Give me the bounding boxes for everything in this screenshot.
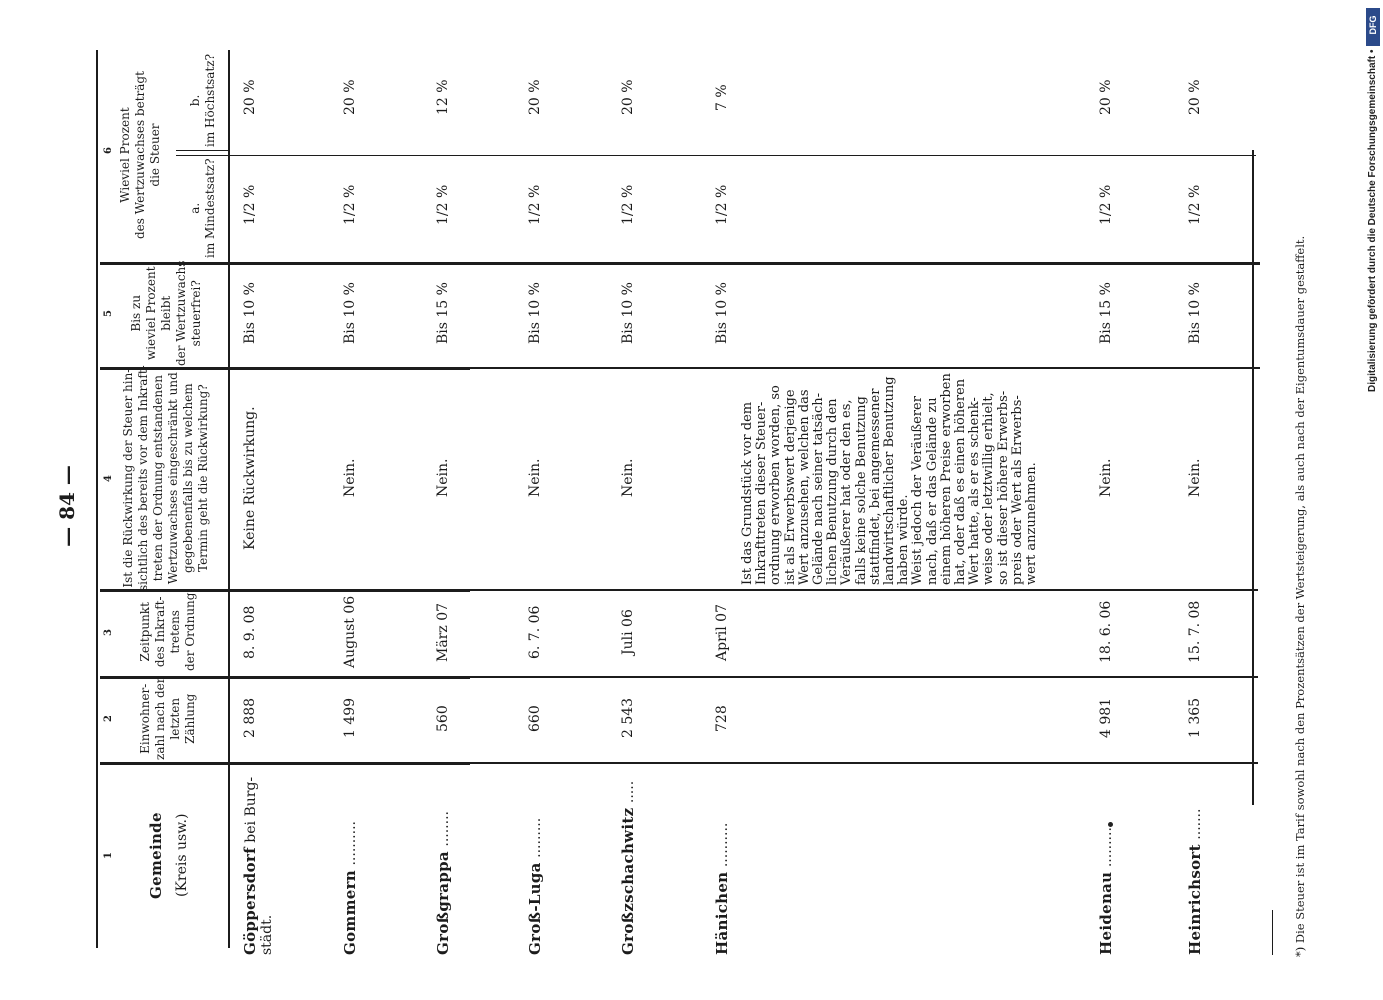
row-date: 15. 7. 08	[1187, 600, 1203, 663]
row-exempt: Bis 10 %	[714, 282, 730, 344]
header-bottom-rule	[228, 50, 230, 948]
haenichen-retro-text-line: weise oder letztwillig erhielt,	[981, 392, 997, 585]
row-name	[241, 777, 259, 955]
row-date: April 07	[714, 603, 730, 661]
haenichen-retro-text-line: Ist das Grundstück vor dem	[740, 401, 755, 585]
haenichen-retro-text-line: haben würde.	[896, 494, 912, 585]
haenichen-retro-text-line: landwirtschaftlicher Benutzung	[882, 376, 898, 585]
col4-header-line: Wertzuwachses eingeschränkt und	[166, 372, 180, 585]
col6a-header	[188, 158, 218, 258]
row-retro: Nein.	[1098, 458, 1114, 497]
haenichen-retro-text-line: preis oder Wert als Erwerbs-	[1009, 395, 1025, 585]
row-max: 12 %	[435, 79, 451, 115]
row-name-bold: Gommern	[341, 869, 359, 955]
row-max: 20 %	[620, 79, 636, 115]
row-name	[619, 781, 637, 955]
haenichen-retro-text-line: wert anzunehmen.	[1024, 462, 1040, 585]
row-min: 1/2 %	[435, 184, 451, 225]
haenichen-retro-text-line: einem höheren Preise erworben	[938, 373, 954, 585]
row-name-line2: städt.	[259, 914, 275, 955]
column-number: 2	[102, 714, 114, 722]
row-date: August 06	[342, 595, 358, 668]
haenichen-retro-text-line: Gelände nach seiner tatsäch-	[811, 392, 827, 585]
row-population: 1 499	[342, 697, 358, 738]
row-exempt: Bis 10 %	[242, 282, 258, 344]
row-population: 4 981	[1098, 697, 1114, 738]
col5-header	[129, 260, 204, 365]
column-number: 5	[102, 309, 114, 317]
row-retro: Nein.	[1187, 458, 1203, 497]
col-sep-3-4c	[1060, 589, 1258, 591]
row-exempt: Bis 10 %	[342, 282, 358, 344]
col6-header-title-line: Wieviel Prozent	[117, 107, 132, 203]
row-date: 8. 9. 08	[242, 605, 258, 659]
col2-header-line: Einwohner-	[138, 683, 152, 754]
col5-header-line: bleibt	[158, 295, 173, 331]
col6-title-rule	[176, 150, 228, 151]
row-name-bold: Groß-Luga	[526, 862, 544, 955]
col-sep-1-2c	[1060, 762, 1258, 764]
col4-header-line: Ist die Rückwirkung der Steuer hin-	[121, 368, 135, 588]
haenichen-retro-text-line: Inkrafttreten dieser Steuer-	[754, 401, 770, 585]
row-population: 2 543	[620, 697, 636, 738]
haenichen-retro-text-line: Veräußerer hat oder den es,	[839, 399, 855, 585]
row-population: 560	[435, 704, 451, 732]
row-exempt: Bis 10 %	[527, 282, 543, 344]
footnote: *) Die Steuer ist im Tarif sowohl nach den Prozentsätzen der Wertsteigerung, als auch nach der Eigentumsdauer gestaffelt.	[1293, 235, 1307, 957]
haenichen-retro-text-line: lichen Benutzung durch den	[825, 398, 841, 585]
col2-header	[138, 677, 198, 760]
haenichen-retro-text-line: ist als Erwerbswert derjenige	[782, 389, 798, 585]
col4-header-line: Termin geht die Rückwirkung?	[196, 384, 210, 572]
footnote-rule	[1272, 910, 1273, 955]
row-min: 1/2 %	[1187, 184, 1203, 225]
row-exempt: Bis 10 %	[620, 282, 636, 344]
col5-header-line: der Wertzuwachs	[173, 260, 188, 366]
dfg-logo	[1366, 8, 1380, 46]
row-max: 7 %	[714, 83, 730, 111]
row-min: 1/2 %	[714, 184, 730, 225]
haenichen-retro-text-line: Weist jedoch der Veräußerer	[910, 396, 926, 585]
page-number-text: — 84 —	[55, 465, 79, 547]
row-date: Juli 06	[620, 609, 636, 655]
dfg-logo-text: DFG	[1368, 15, 1378, 35]
haenichen-retro-text-line: falls keine solche Benutzung	[853, 396, 869, 585]
row-population: 1 365	[1187, 697, 1203, 738]
col3-header	[138, 593, 198, 671]
row-name-rest: .......	[1188, 808, 1204, 845]
col-sep-2-3b	[470, 676, 1060, 678]
col3-header-line: des Inkraft-	[153, 596, 167, 668]
col4-header	[121, 365, 211, 591]
col5-header-line: steuerfrei?	[188, 279, 203, 346]
col6-header-title-line: des Wertzuwachses beträgt	[132, 71, 147, 239]
col1-header-sub: (Kreis usw.)	[174, 813, 190, 897]
haenichen-retro-text-line: so ist dieser höhere Erwerbs-	[995, 390, 1011, 585]
row-date: 18. 6. 06	[1098, 600, 1114, 663]
col6b-header-line: im Höchstsatz?	[203, 53, 217, 147]
row-date: März 07	[435, 602, 451, 662]
col2-header-line: letzten	[168, 697, 182, 740]
row-min: 1/2 %	[1098, 184, 1114, 225]
col-sep-1-2b	[470, 762, 1060, 764]
haenichen-retro-text-line: ordnung erworben worden, so	[768, 385, 784, 585]
col6-header-title	[118, 71, 163, 239]
col6-ab-split	[176, 155, 1256, 156]
digitisation-credit: Digitalisierung gefördert durch die Deutsche Forschungsgemeinschaft •	[1366, 49, 1378, 392]
row-name	[1186, 809, 1204, 955]
col-sep-4-5b	[470, 367, 1260, 369]
row-name-rest: bei Burg-	[243, 776, 259, 848]
row-name-rest: ..........	[715, 822, 731, 872]
col6b-header-line: b.	[188, 94, 202, 106]
row-name-bold: Großzschachwitz	[619, 807, 637, 955]
row-name-bold: Heidenau	[1097, 871, 1115, 955]
haenichen-retro-text-line: Wert anzusehen, welchen das	[796, 389, 812, 585]
col3-header-line: tretens	[168, 610, 182, 654]
haenichen-retro-text	[741, 373, 1039, 585]
col2-header-line: Zählung	[183, 693, 197, 744]
row-max: 20 %	[242, 79, 258, 115]
row-name-bold: Heinrichsort	[1186, 844, 1204, 955]
row-min: 1/2 %	[620, 184, 636, 225]
col3-header-line: Zeitpunkt	[138, 602, 152, 662]
column-number: 6	[102, 146, 114, 154]
col-sep-2-3c	[1060, 676, 1258, 678]
row-max: 20 %	[1098, 79, 1114, 115]
row-exempt: Bis 15 %	[1098, 282, 1114, 344]
row-exempt: Bis 10 %	[1187, 282, 1203, 344]
row-min: 1/2 %	[242, 184, 258, 225]
haenichen-retro-text-line: stattfindet, bei angemessener	[867, 388, 883, 585]
ink-dot	[1108, 822, 1113, 827]
row-name	[1097, 827, 1115, 955]
col-sep-5-6	[100, 262, 1260, 265]
table-left-border	[96, 50, 98, 948]
row-retro: Nein.	[620, 458, 636, 497]
col6-header-title-line: die Steuer	[147, 123, 162, 187]
row-date: 6. 7. 06	[527, 605, 543, 659]
row-exempt: Bis 15 %	[435, 282, 451, 344]
col4-header-line: sichtlich des bereits vor dem Inkraft-	[136, 365, 150, 591]
col4-header-line: gegebenenfalls bis zu welchem	[181, 383, 195, 573]
col3-header-line: der Ordnung	[183, 592, 197, 671]
row-population: 728	[714, 704, 730, 732]
column-number: 4	[102, 474, 114, 482]
row-name-bold: Hänichen	[713, 871, 731, 955]
row-min: 1/2 %	[527, 184, 543, 225]
row-max: 20 %	[342, 79, 358, 115]
row-name	[526, 818, 544, 955]
row-name-rest: .....	[621, 780, 637, 808]
row-population: 2 888	[242, 697, 258, 738]
row-name	[341, 821, 359, 955]
col5-header-line: wieviel Prozent	[143, 265, 158, 360]
row-name	[713, 823, 731, 955]
row-name-rest: .........	[528, 817, 544, 863]
row-min: 1/2 %	[342, 184, 358, 225]
col6b-header	[188, 53, 218, 146]
col5-header-line: Bis zu	[128, 294, 143, 332]
col-sep-3-4b	[470, 589, 1060, 591]
row-retro: Keine Rückwirkung.	[242, 406, 258, 550]
row-max: 20 %	[527, 79, 543, 115]
column-number: 1	[102, 851, 114, 859]
row-name-bold: Großgrappa	[434, 851, 452, 955]
col1-header-title: Gemeinde	[147, 811, 165, 899]
row-name-bold: Göppersdorf	[241, 847, 259, 955]
row-max: 20 %	[1187, 79, 1203, 115]
col6a-header-line: im Mindestsatz?	[203, 158, 217, 258]
row-population: 660	[527, 704, 543, 732]
haenichen-retro-text-line: hat, oder daß es einen höheren	[953, 378, 969, 585]
col4-header-line: treten der Ordnung entstandenen	[151, 375, 165, 582]
row-retro: Nein.	[435, 458, 451, 497]
row-name-rest: ..........	[343, 821, 359, 870]
table-right-border	[1252, 150, 1254, 805]
col6a-header-line: a.	[188, 202, 202, 214]
col2-header-line: zahl nach der	[153, 676, 167, 760]
row-retro: Nein.	[342, 458, 358, 497]
col-sep-1-2	[100, 762, 470, 765]
row-name	[434, 811, 452, 955]
row-name-rest: .........	[1099, 827, 1115, 872]
row-name-rest: ........	[436, 811, 452, 852]
haenichen-retro-text-line: Wert hatte, als er es schenk-	[967, 397, 983, 585]
row-retro: Nein.	[527, 458, 543, 497]
page-number	[52, 452, 82, 562]
haenichen-retro-text-line: nach, daß er das Gelände zu	[924, 397, 940, 585]
column-number: 3	[102, 628, 114, 636]
